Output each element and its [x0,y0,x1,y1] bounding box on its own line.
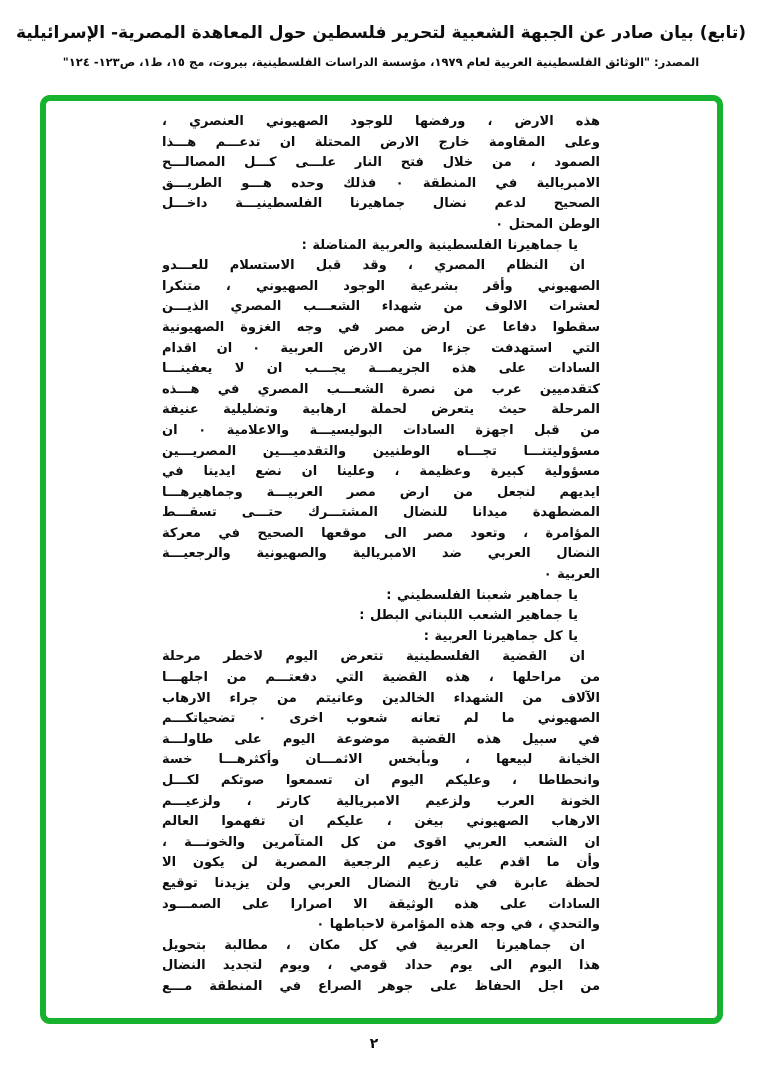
page-title: (تابع) بيان صادر عن الجبهة الشعبية لتحرير فلسطين حول المعاهدة المصرية- الإسرائيلية [15,23,747,43]
document-header [0,20,762,70]
text-line: الامبريالية في المنطقة ٠ فذلك وحده هـــو الطريـــق [162,175,600,191]
text-line: كتقدميين عرب من نصرة الشعـــب المصري في هـــذه [162,381,600,397]
text-line: الصمود ، من خلال فتح النار علـــى كـــل المصالـــح [162,155,600,171]
text-line: من اجل الحفاظ على جوهر الصراع في المنطقة مـــع [162,978,600,994]
page-number: ٢ [369,1036,379,1052]
text-line: المؤامرة ، وتعود مصر الى موقعها الصحيح في معركة [162,525,600,541]
text-line: مسؤوليتنـــا تجـــاه الوطنيين والتقدميـــين المصريـــين [162,443,600,459]
text-line: التي استهدفت جزءا من الارض العربية ٠ ان اقدام [162,340,600,356]
text-line: السادات على هذه الجريمـــة يجـــب ان لا يعفينـــا [162,361,600,377]
text-line: من مراحلها ، هذه القضية التي دفعتـــم من اجلهـــا [162,670,600,686]
text-line: وعلى المقاومة خارج الارض المحتلة ان تدعـــم هـــذا [162,134,600,150]
text-line: ان الشعب العربي اقوى من كل المتآمرين والخونـــة ، [162,834,600,850]
text-line: هذه الارض ، ورفضها للوجود الصهيوني العنصري ، [162,114,600,129]
text-line: الوطن المحتل ٠ [495,216,600,232]
text-line: الصهيوني ما لم تعانه شعوب اخرى ٠ تضحياتكـــم [162,711,600,727]
text-line: يا جماهيرنا الفلسطينية والعربية المناضلة : [301,237,578,253]
text-line: الصحيح لدعم نضال جماهيرنا الفلسطينيـــة داخـــل [162,196,600,212]
text-line: وانحطاطا ، وعليكم اليوم ان تسمعوا صوتكم لكـــل [162,773,600,788]
text-line: ان القضية الفلسطينية تتعرض اليوم لاخطر مرحلة [162,649,585,665]
text-line: مسؤولية كبيرة وعظيمة ، وعلينا ان نضع ايدينا في [162,464,600,480]
text-line: يا جماهير شعبنا الفلسطيني : [386,587,578,603]
text-line: ايديهم لنجعل من ارض مصر العربيـــة وجماهيرهـــا [162,484,600,500]
text-line: النضال العربي ضد الامبريالية والصهيونية والرجعيـــة [162,546,600,562]
text-line: الآلاف من الشهداء الخالدين وعانيتم من جراء الارهاب [162,690,600,706]
text-line: هذا اليوم الى يوم حداد قومي ، ويوم لتجديد النضال [162,958,600,974]
text-line: والتحدي ، في وجه هذه المؤامرة لاحباطها ٠ [316,917,600,933]
text-line: من قبل اجهزة السادات البوليسيـــة والاعلامية ٠ ان [162,422,600,438]
text-line: العربية ٠ [543,567,600,583]
text-line: يا جماهير الشعب اللبناني البطل : [359,608,578,624]
text-line: وأن ما اقدم عليه زعيم الرجعية المصرية لن يكون الا [162,855,600,871]
text-line: لحظة عابرة في تاريخ النضال العربي ولن يزيدنا توقيع [162,875,600,891]
body-lines [162,112,600,998]
text-line: المضطهدة ميدانا للنضال المشتـــرك حتـــى تسقـــط [162,505,600,521]
text-line: السادات على هذه الوثيقة الا اصرارا على الصمـــود [162,896,600,912]
text-line: ان جماهيرنا العربية في كل مكان ، مطالبة بتحويل [162,937,585,953]
text-line: الصهيوني وأقر بشرعية الوجود الصهيوني ، متنكرا [162,278,600,294]
text-line: سقطوا دفاعا عن ارض مصر في وجه الغزوة الصهيونية [162,319,600,335]
source-line: المصدر: "الوثائق الفلسطينية العربية لعام ١٩٧٩، مؤسسة الدراسات الفلسطينية، بيروت، مج ١٥، ط١، ص١٢٣- ١٢٤" [62,55,700,69]
text-line: يا كل جماهيرنا العربية : [423,628,578,644]
text-line: الخيانة لبيعها ، وبأبخس الاثمـــان وأكثرهـــا خسة [162,752,600,768]
text-line: في سبيل هذه القضية موضوعة اليوم على طاولـــة [162,731,600,747]
text-line: الارهاب الصهيوني بيغن ، عليكم ان تفهموا العالم [162,814,600,830]
text-line: ان النظام المصري ، وقد قبل الاستسلام للعـــدو [162,258,585,274]
text-line: لعشرات الالوف من شهداء الشعـــب المصري الذيـــن [162,299,600,315]
text-line: الخونة العرب ولزعيم الامبريالية كارتر ، ولزعيـــم [162,793,600,809]
text-line: المرحلة حيث يتعرض لحملة ارهابية وتضليلية عنيفة [162,402,600,418]
